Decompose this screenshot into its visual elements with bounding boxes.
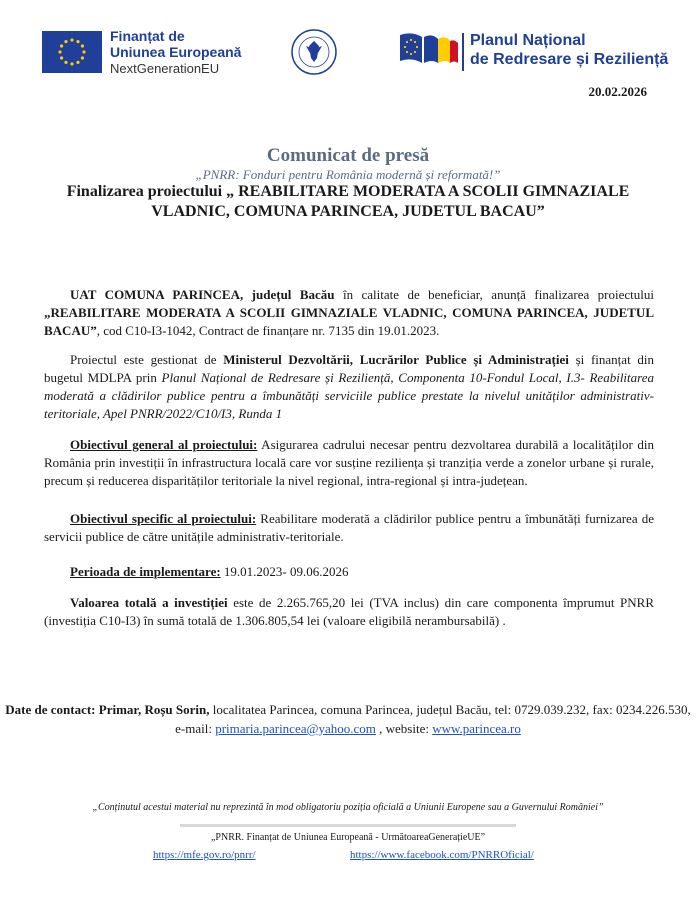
pnrr-line2: de Redresare și Reziliență <box>470 51 669 68</box>
pnrr-logo-text <box>470 31 668 69</box>
p2-text2: și finanțat din bugetul MDLPA prin <box>44 352 655 385</box>
motto: „PNRR: Fonduri pentru România modernă și reformată!” <box>195 167 501 182</box>
eu-line3: NextGenerationEU <box>110 61 220 76</box>
funding-program: Planul Național de Redresare și Reziliență, Componenta 10-Fondul Local, I.3- Reabilitarea moderată a clădirilor publice pentru a îmbunătăți serviciile publice prestate la nivelul unităților administrativ-teritoriale, Apel PNRR/2022/C10/I3, Runda 1 <box>44 370 655 421</box>
eu-funding-logo-text <box>110 28 241 77</box>
ministry-name: Ministerul Dezvoltării, Lucrărilor Publice și Administrației <box>223 352 569 367</box>
eu-line2: Uniunea Europeană <box>110 44 242 60</box>
specific-objective-text: Reabilitare moderată a clădirilor publice pentru a îmbunătăți furnizarea de servicii publice de către unitățile administrativ-teritoriale. <box>44 511 654 544</box>
paragraph-beneficiary <box>44 286 654 340</box>
pnrr-separator <box>462 33 464 71</box>
implementation-period-label: Perioada de implementare: <box>70 564 221 579</box>
contact-text2: , website: <box>375 721 433 736</box>
paragraph-management <box>44 351 654 423</box>
contact-text1: localitatea Parincea, comuna Parincea, județul Bacău, tel: 0729.039.232, fax: 0234.226.530, e-mail: <box>175 702 691 736</box>
eu-line1: Finanțat de <box>110 28 185 44</box>
p1-text2: , cod C10-I3-1042, Contract de finanțare nr. 7135 din 19.01.2023. <box>96 323 440 338</box>
disclaimer: „Conținutul acestui material nu reprezintă în mod obligatoriu poziția oficială a Uniunii Europene sau a Guvernului României” <box>92 802 604 813</box>
paragraph-investment-value <box>44 594 654 630</box>
mfe-link[interactable]: https://mfe.gov.ro/pnrr/ <box>153 849 256 861</box>
facebook-link[interactable]: https://www.facebook.com/PNRROficial/ <box>350 849 534 861</box>
general-objective-text: Asigurarea cadrului necesar pentru dezvoltarea durabilă a localităților din România prin investiții în infrastructura locală care vor susține reziliența și tranziția verde a zonelor urbane și rurale, precum și reducerea disparităților teritoriale la nivel regional, intra-regional și intra-județean. <box>44 437 654 488</box>
pnrr-line1: Planul Național <box>470 32 586 49</box>
email-link[interactable]: primaria.parincea@yahoo.com <box>215 721 376 736</box>
paragraph-general-objective <box>44 436 654 490</box>
investment-value-text: este de 2.265.765,20 lei (TVA inclus) din care componenta împrumut PNRR (investiția C10-I3) în sumă totală de 1.306.805,54 lei (valoare eligibilă nerambursabilă) . <box>44 595 654 628</box>
government-seal-icon <box>290 28 338 76</box>
pnrr-flag-icon <box>400 33 458 67</box>
document-date: 20.02.2026 <box>588 84 647 99</box>
p1-text1: în calitate de beneficiar, anunță finalizarea proiectului <box>334 287 654 302</box>
contact-label: Date de contact: Primar, Roșu Sorin, <box>5 702 210 717</box>
specific-objective-label: Obiectivul specific al proiectului: <box>70 511 257 526</box>
contact-details <box>0 700 696 738</box>
footer-divider <box>180 824 516 827</box>
eu-flag-icon <box>42 31 102 73</box>
investment-value-label: Valoarea totală a investiției <box>70 595 228 610</box>
beneficiary-name: UAT COMUNA PARINCEA, județul Bacău <box>70 287 335 302</box>
general-objective-label: Obiectivul general al proiectului: <box>70 437 258 452</box>
implementation-period-value: 19.01.2023- 09.06.2026 <box>220 564 349 579</box>
footer-tagline: „PNRR. Finanțat de Uniunea Europeană - UrmătoareaGenerațieUE” <box>210 832 486 843</box>
website-link[interactable]: www.parincea.ro <box>432 721 521 736</box>
press-release-heading: Comunicat de presă <box>266 145 430 166</box>
paragraph-specific-objective <box>44 510 654 546</box>
project-name: „REABILITARE MODERATA A SCOLII GIMNAZIALE VLADNIC, COMUNA PARINCEA, JUDETUL BACAU” <box>44 305 654 338</box>
p2-text1: Proiectul este gestionat de <box>70 352 224 367</box>
paragraph-implementation-period <box>44 563 654 581</box>
project-title: Finalizarea proiectului „ REABILITARE MODERATA A SCOLII GIMNAZIALE VLADNIC, COMUNA PARINCEA, JUDETUL BACAU” <box>66 183 630 220</box>
